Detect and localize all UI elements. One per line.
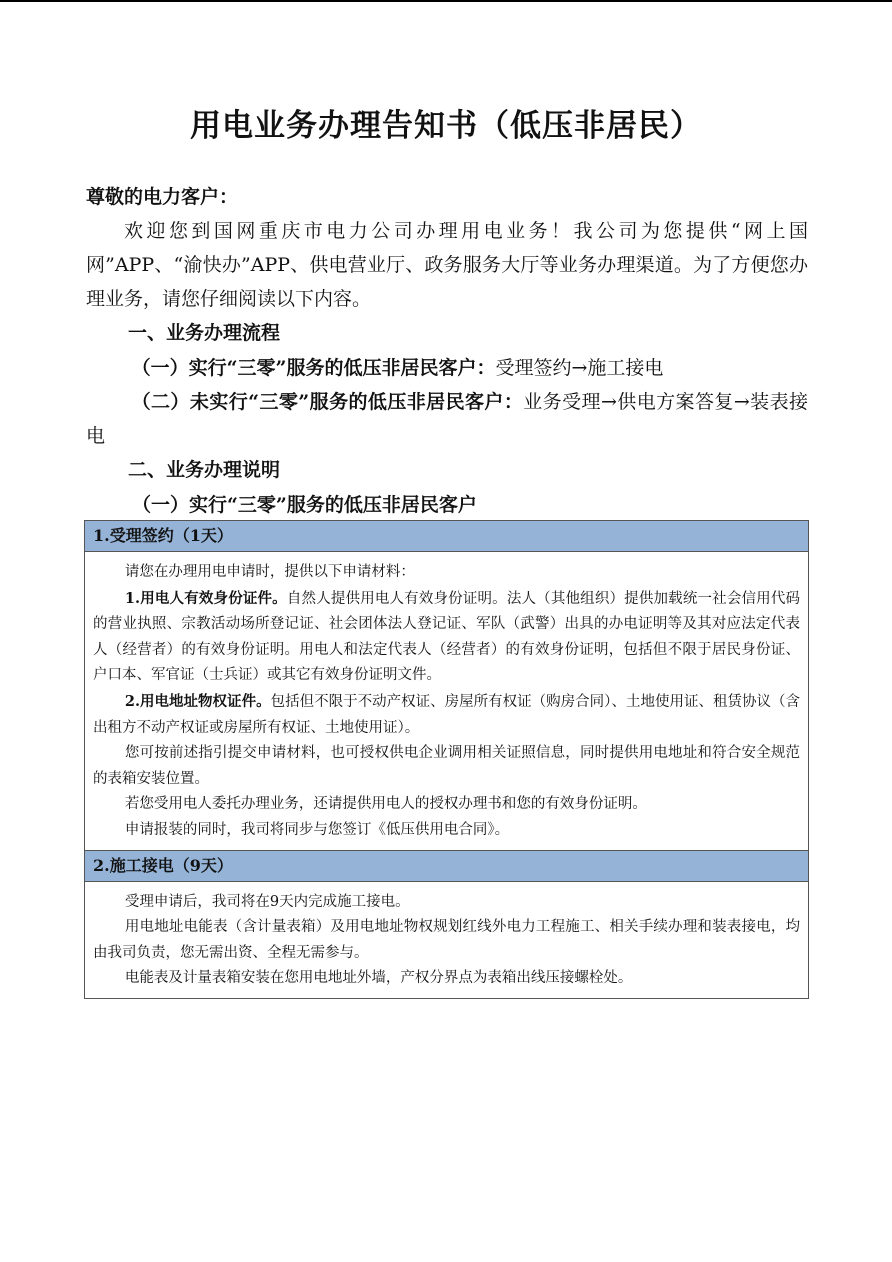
section2-heading: 二、业务办理说明	[128, 459, 281, 481]
step1-p4: 您可按前述指引提交申请材料，也可授权供电企业调用相关证照信息，同时提供用电地址和符合安全规范的表箱安装位置。	[93, 745, 800, 787]
table-row	[85, 521, 809, 552]
step1-p6: 申请报装的同时，我司将同步与您签订《低压供用电合同》。	[124, 821, 510, 838]
table-row	[85, 881, 809, 998]
step1-p3	[93, 689, 800, 741]
step2-p1: 受理申请后，我司将在9天内完成施工接电。	[124, 893, 410, 910]
business-steps-table	[84, 520, 809, 999]
process-item-1	[86, 351, 808, 385]
step1-p1: 请您在办理用电申请时，提供以下申请材料：	[124, 564, 415, 580]
step1-p3-bold: 2.用电地址物权证件。	[124, 692, 271, 710]
step2-body	[85, 881, 809, 998]
step2-p2: 用电地址电能表（含计量表箱）及用电地址物权规划红线外电力工程施工、相关手续办理和装表接电，均由我司负责，您无需出资、全程无需参与。	[93, 919, 800, 961]
table-row	[85, 850, 809, 881]
step2-header: 2.施工接电（9天）	[85, 850, 809, 881]
process-item-2	[86, 385, 808, 453]
section1-heading: 一、业务办理流程	[128, 322, 281, 344]
step1-p2	[93, 586, 800, 689]
document-body	[86, 180, 808, 522]
step1-body	[85, 552, 809, 851]
process-item-1-text: 受理签约→施工接电	[495, 357, 664, 379]
intro-paragraph: 欢迎您到国网重庆市电力公司办理用电业务！我公司为您提供“网上国网”APP、“渝快办”APP、供电营业厅、政务服务大厅等业务办理渠道。为了方便您办理业务，请您仔细阅读以下内容。	[86, 220, 808, 310]
step1-p2-bold: 1.用电人有效身份证件。	[124, 589, 287, 607]
table-row	[85, 552, 809, 851]
step1-p2-text: 自然人提供用电人有效身份证明。法人（其他组织）提供加载统一社会信用代码的营业执照、宗教活动场所登记证、社会团体法人登记证、军队（武警）出具的办电证明等及其对应法定代表人（经营者）的有效身份证明。用电人和法定代表人（经营者）的有效身份证明，包括但不限于居民身份证、户口本、军官证（士兵证）或其它有效身份证明文件。	[93, 590, 800, 684]
document-title: 用电业务办理告知书（低压非居民）	[190, 108, 702, 144]
step2-p3: 电能表及计量表箱安装在您用电地址外墙，产权分界点为表箱出线压接螺栓处。	[124, 970, 633, 987]
step1-p3-text: 包括但不限于不动产权证、房屋所有权证（购房合同）、土地使用证、租赁协议（含出租方不动产权证或房屋所有权证、土地使用证）。	[93, 693, 800, 736]
page-top-border	[0, 0, 892, 2]
section2-subheading: （一）实行“三零”服务的低压非居民客户	[132, 494, 477, 516]
greeting: 尊敬的电力客户：	[86, 186, 239, 208]
process-item-1-label: （一）实行“三零”服务的低压非居民客户：	[131, 357, 496, 379]
step1-header: 1.受理签约（1天）	[85, 521, 809, 552]
process-item-2-text: 业务受理→供电方案答复→装表接电	[86, 391, 809, 447]
process-item-2-label: （二）未实行“三零”服务的低压非居民客户：	[131, 391, 524, 413]
step1-p5: 若您受用电人委托办理业务，还请提供用电人的授权办理书和您的有效身份证明。	[124, 796, 647, 813]
